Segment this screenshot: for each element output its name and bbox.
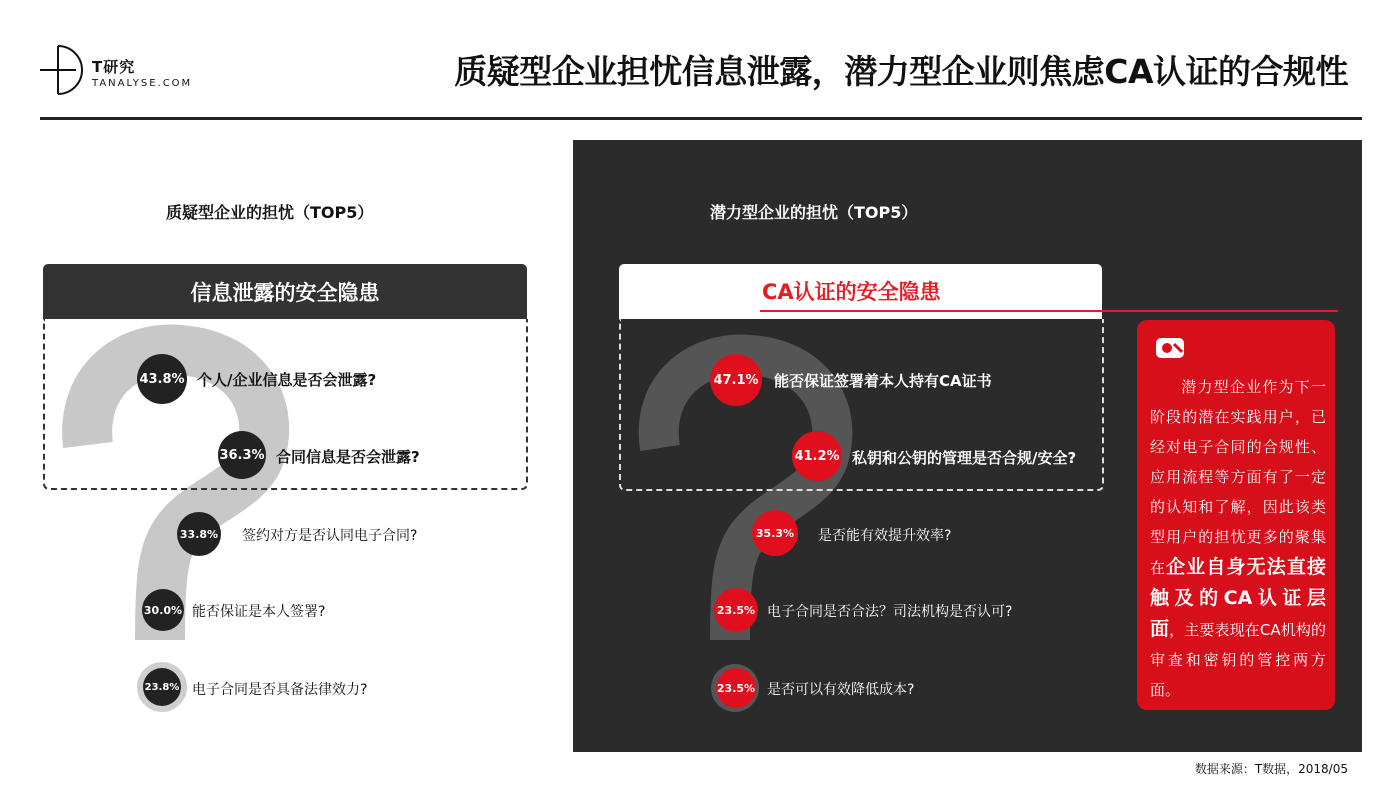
- logo-text: T研究: [92, 58, 136, 76]
- left-pct-badge-2: 36.3%: [218, 431, 266, 479]
- left-item-1: 个人/企业信息是否会泄露?: [197, 371, 377, 389]
- left-pct-badge-4: 30.0%: [142, 589, 184, 631]
- callout-text-before: 潜力型企业作为下一阶段的潜在实践用户，已经对电子合同的合规性、应用流程等方面有了一定的认知和了解，因此该类型用户的担忧更多的聚集在: [1150, 378, 1326, 577]
- data-source: 数据来源：T数据，2018/05: [1194, 762, 1348, 776]
- right-pct-badge-4: 23.5%: [714, 588, 758, 632]
- right-pct-badge-3: 35.3%: [752, 510, 798, 556]
- right-pct-badge-2: 41.2%: [792, 431, 842, 481]
- right-section-title: 潜力型企业的担忧（TOP5）: [710, 203, 918, 222]
- right-pct-badge-1: 47.1%: [710, 354, 762, 406]
- eye-icon: [1155, 336, 1185, 360]
- right-item-3: 是否能有效提升效率?: [818, 528, 952, 544]
- left-pct-badge-1: 43.8%: [137, 354, 187, 404]
- t-logo-icon: [38, 44, 86, 96]
- left-item-5: 电子合同是否具备法律效力?: [192, 682, 368, 698]
- page-title: 质疑型企业担忧信息泄露，潜力型企业则焦虑CA认证的合规性: [454, 52, 1348, 91]
- header-divider: [40, 117, 1362, 120]
- left-item-3: 签约对方是否认同电子合同?: [242, 528, 418, 544]
- left-section-title: 质疑型企业的担忧（TOP5）: [166, 203, 374, 222]
- callout-text-after: ，主要表现在CA机构的审查和密钥的管控两方面。: [1150, 621, 1326, 699]
- right-banner: CA认证的安全隐患: [762, 280, 941, 304]
- right-pct-badge-5: 23.5%: [716, 668, 756, 708]
- left-item-2: 合同信息是否会泄露?: [276, 448, 420, 466]
- left-pct-badge-5: 23.8%: [143, 668, 181, 706]
- right-item-4: 电子合同是否合法？司法机构是否认可?: [767, 604, 1013, 620]
- red-underline: [760, 310, 1338, 312]
- right-item-2: 私钥和公钥的管理是否合规/安全?: [852, 449, 1077, 467]
- right-item-1: 能否保证签署着本人持有CA证书: [774, 372, 992, 390]
- right-item-5: 是否可以有效降低成本?: [767, 682, 915, 698]
- left-item-4: 能否保证是本人签署?: [192, 604, 326, 620]
- left-pct-badge-3: 33.8%: [177, 512, 221, 556]
- left-banner: 信息泄露的安全隐患: [43, 264, 527, 319]
- callout-highlight: 企业自身无法直接触及的CA认证层面: [1150, 556, 1326, 640]
- callout-paragraph: [1150, 372, 1326, 705]
- logo-domain: TANALYSE.COM: [92, 78, 193, 89]
